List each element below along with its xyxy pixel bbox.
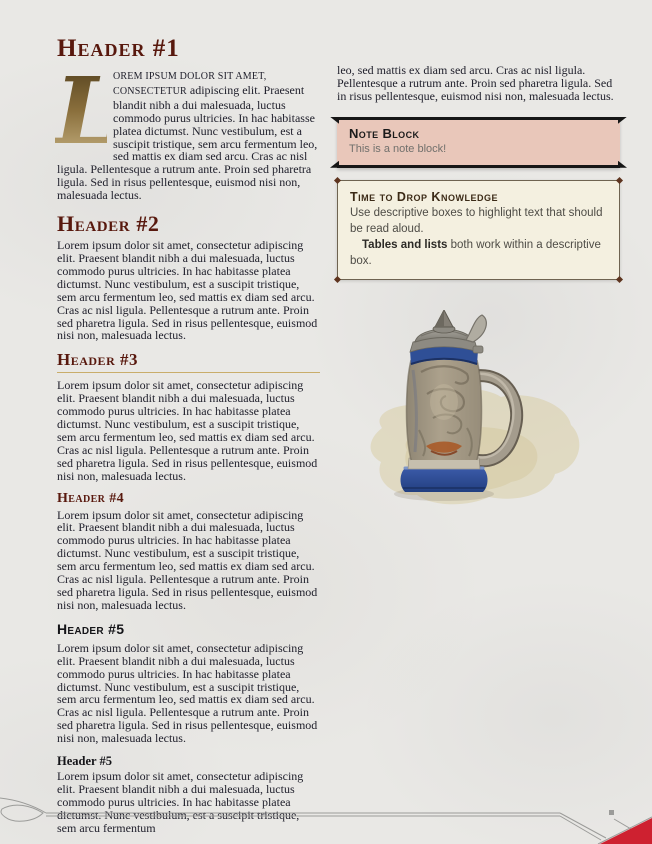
two-column-layout: [57, 36, 620, 835]
footer-flourish: [0, 794, 652, 844]
descriptive-box-paragraph: Use descriptive boxes to highlight text that should be read aloud.: [350, 206, 603, 235]
flourish-leaf-icon: [1, 805, 43, 821]
section-paragraph: Lorem ipsum dolor sit amet, consectetur adipiscing elit. Praesent blandit nibh a dui malesuada, luctus commodo purus ultricies. In hac habitasse platea dictumst. Nunc vestibulum, est a suscipit tristique, sem arcu fermentum leo, sed mattis ex diam sed arcu. Cras ac nisl ligula. Pellentesque a rutrum ante. Proin sed pharetra ligula. Sed in risus pellentesque, euismod nisi non, malesuada lectus.: [57, 238, 318, 343]
descriptive-box-title: Time to Drop Knowledge: [350, 189, 498, 204]
note-block: [337, 117, 620, 168]
drop-cap-letter: L: [55, 57, 120, 165]
descbox-corner-diamond-icon: [616, 276, 623, 283]
note-block-body: This is a note block!: [349, 142, 447, 155]
footer-square-dot: [609, 810, 614, 815]
header-4: Header #4: [57, 490, 124, 506]
lead-small-caps: OREM IPSUM DOLOR SIT AMET, CONSECTETUR: [113, 71, 267, 97]
section-header-4: [57, 491, 320, 612]
section-paragraph: Lorem ipsum dolor sit amet, consectetur adipiscing elit. Praesent blandit nibh a dui malesuada, luctus commodo purus ultricies. In hac habitasse platea dictumst. Nunc vestibulum, est a suscipit tristique, sem arcu fermentum leo, sed mattis ex diam sed arcu. Cras ac nisl ligula. Pellentesque a rutrum ante. Proin sed pharetra ligula. Sed in risus pellentesque, euismod nisi non, malesuada lectus.: [57, 378, 318, 483]
continuation-paragraph: leo, sed mattis ex diam sed arcu. Cras ac nisl ligula. Pellentesque a rutrum ante. Proin sed pharetra ligula. Sed in risus pellentesque, euismod nisi non, malesuada lectus.: [337, 63, 614, 103]
note-corner-tip-icon: [618, 161, 627, 168]
section-header-5: [57, 622, 320, 745]
note-block-title: Note Block: [349, 125, 420, 141]
lead-paragraph-text: adipiscing elit. Praesent blandit nibh a dui malesuada, luctus commodo purus ultricies. In hac habitasse platea dictumst. Nunc vestibulum, est a suscipit tristique, sem arcu fermentum leo, sed mattis ex diam sed arcu. Cras ac nisl ligula. Pellentesque a rutrum ante. Proin sed pharetra ligula. Sed in risus pellentesque, euismod nisi non, malesuada lectus.: [57, 82, 318, 203]
note-corner-tip-icon: [330, 161, 339, 168]
footer-red-corner: [600, 818, 652, 844]
descbox-corner-diamond-icon: [616, 177, 623, 184]
descbox-corner-diamond-icon: [334, 177, 341, 184]
note-corner-tip-icon: [330, 117, 339, 124]
right-column: [337, 36, 620, 835]
descriptive-box-line-2: [350, 237, 607, 269]
section-header-2: [57, 212, 320, 342]
section-paragraph: Lorem ipsum dolor sit amet, consectetur adipiscing elit. Praesent blandit nibh a dui malesuada, luctus commodo purus ultricies. In hac habitasse platea dictumst. Nunc vestibulum, est a suscipit tristique, sem arcu fermentum leo, sed mattis ex diam sed arcu. Cras ac nisl ligula. Pellentesque a rutrum ante. Proin sed pharetra ligula. Sed in risus pellentesque, euismod nisi non, malesuada lectus.: [57, 640, 318, 746]
header-3: Header #3: [57, 351, 320, 373]
header-5-bold: Header #5: [57, 754, 112, 769]
left-column: [57, 36, 320, 835]
lead-paragraph: [55, 57, 320, 203]
note-corner-tip-icon: [618, 117, 627, 124]
descriptive-box-bold-rest: both work within a descriptive box.: [350, 238, 601, 267]
header-5: Header #5: [57, 620, 125, 637]
descbox-corner-diamond-icon: [334, 276, 341, 283]
section-header-3: [57, 351, 320, 482]
beer-stein-illustration: [347, 310, 597, 510]
descriptive-box-bold-text: Tables and lists: [362, 238, 448, 251]
header-1: Header #1: [57, 35, 180, 62]
section-paragraph-truncated: Lorem ipsum dolor sit amet, consectetur adipiscing elit. Praesent blandit nibh a dui malesuada, luctus commodo purus ultricies. In hac habitasse platea dictumst. Nunc vestibulum, est a suscipit tristique, sem arcu fermentum: [57, 769, 304, 835]
header-2: Header #2: [57, 211, 160, 237]
section-paragraph: Lorem ipsum dolor sit amet, consectetur adipiscing elit. Praesent blandit nibh a dui malesuada, luctus commodo purus ultricies. In hac habitasse platea dictumst. Nunc vestibulum, est a suscipit tristique, sem arcu fermentum leo, sed mattis ex diam sed arcu. Cras ac nisl ligula. Pellentesque a rutrum ante. Proin sed pharetra ligula. Sed in risus pellentesque, euismod nisi non, malesuada lectus.: [57, 507, 318, 612]
descriptive-box: [337, 180, 620, 280]
